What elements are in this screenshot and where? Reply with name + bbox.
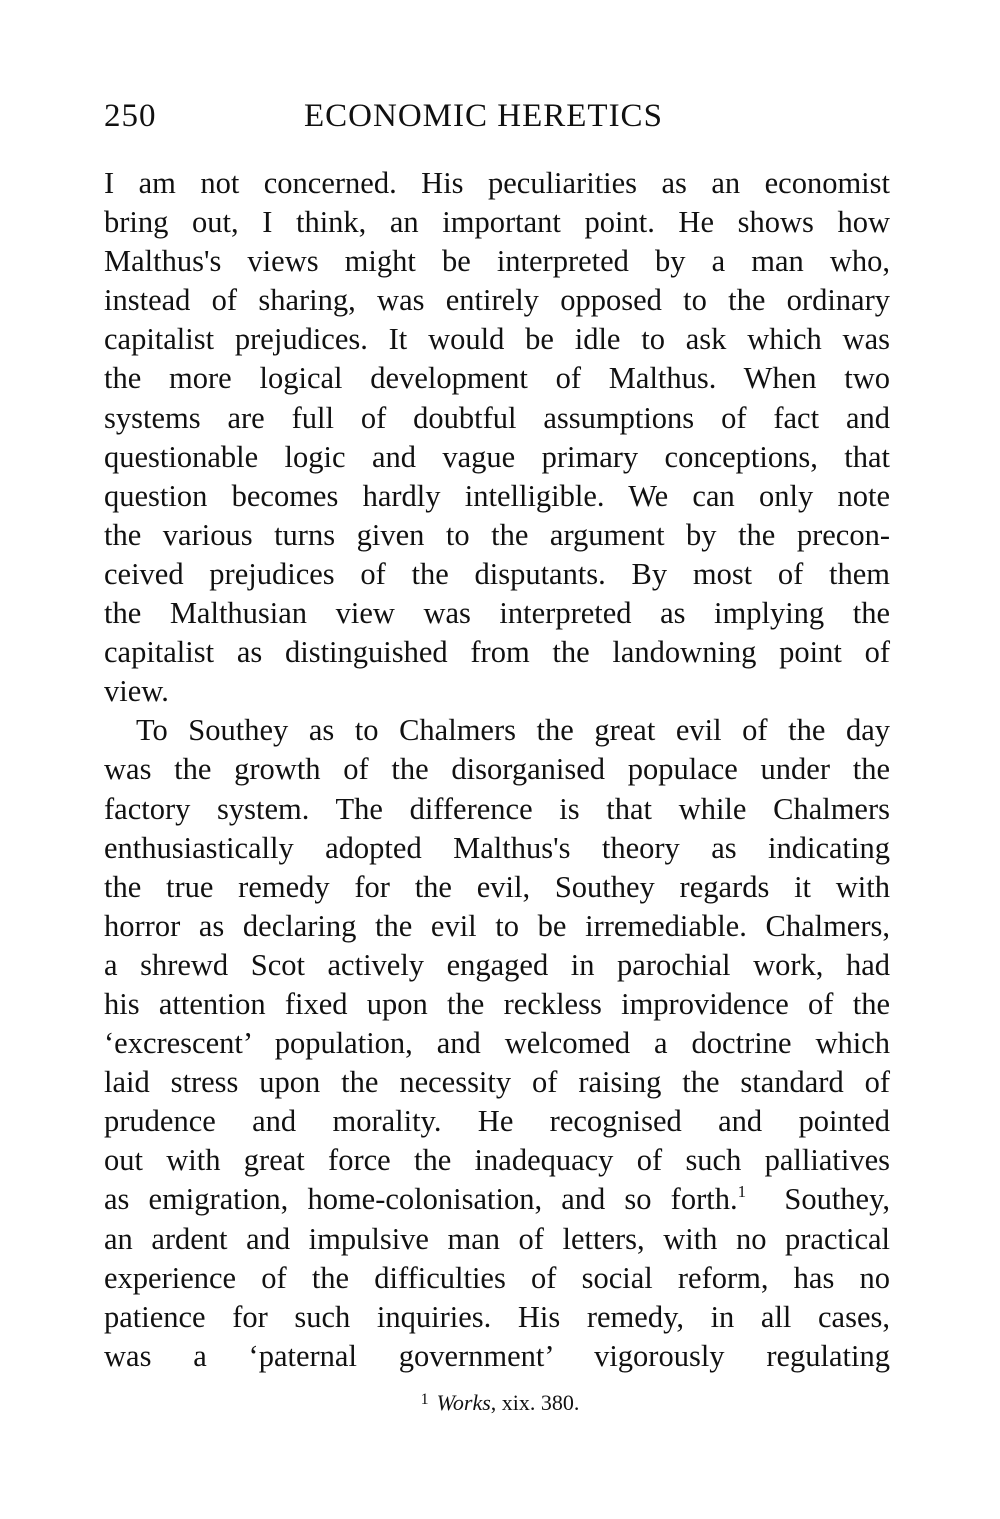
- text-line: instead of sharing, was entirely opposed to the ordinary: [104, 283, 890, 318]
- text-line: patience for such inquiries. His remedy, in all cases,: [104, 1299, 890, 1334]
- text-line: capitalist prejudices. It would be idle to ask which was: [104, 322, 890, 357]
- text-line: factory system. The difference is that while Chalmers: [104, 791, 890, 826]
- page-number: 250: [104, 98, 157, 134]
- text-line: a shrewd Scot actively engaged in parochial work, had: [104, 947, 890, 982]
- text-line: Malthus's views might be interpreted by a man who,: [104, 244, 890, 279]
- text-segment: as emigration, home-colonisation, and so forth.: [104, 1182, 738, 1217]
- text-line: To Southey as to Chalmers the great evil of the day: [136, 713, 890, 748]
- text-segment: Southey,: [746, 1182, 890, 1217]
- text-line: bring out, I think, an important point. He shows how: [104, 205, 890, 240]
- text-line: enthusiastically adopted Malthus's theory as indicating: [104, 830, 890, 865]
- text-line: horror as declaring the evil to be irremediable. Chalmers,: [104, 908, 890, 943]
- footnote-title: Works: [436, 1390, 491, 1415]
- text-line: I am not concerned. His peculiarities as an economist: [104, 166, 890, 200]
- text-line: view.: [104, 674, 169, 709]
- text-line: was a ‘paternal government’ vigorously regulating: [104, 1338, 890, 1373]
- text-line: an ardent and impulsive man of letters, with no practical: [104, 1221, 890, 1256]
- text-line: out with great force the inadequacy of such palliatives: [104, 1143, 890, 1178]
- page-header: [104, 98, 894, 148]
- text-line: experience of the difficulties of social reform, has no: [104, 1260, 890, 1295]
- footnote-reference[interactable]: 1: [737, 1182, 747, 1202]
- text-line: the more logical development of Malthus. When two: [104, 361, 890, 396]
- text-line: questionable logic and vague primary conceptions, that: [104, 439, 890, 474]
- text-line: ‘excrescent’ population, and welcomed a doctrine which: [104, 1026, 890, 1061]
- text-line: the true remedy for the evil, Southey regards it with: [104, 869, 890, 904]
- footnote: [0, 1390, 1000, 1416]
- running-head: ECONOMIC HERETICS: [304, 98, 663, 134]
- text-line: the various turns given to the argument by the precon-: [104, 517, 890, 552]
- text-line: his attention fixed upon the reckless improvidence of the: [104, 986, 890, 1021]
- text-line: capitalist as distinguished from the landowning point of: [104, 635, 890, 670]
- text-line: laid stress upon the necessity of raising the standard of: [104, 1065, 890, 1100]
- text-line: systems are full of doubtful assumptions of fact and: [104, 400, 890, 435]
- text-line: prudence and morality. He recognised and pointed: [104, 1104, 890, 1139]
- body-text: [104, 164, 890, 1376]
- footnote-mark: 1: [420, 1391, 429, 1408]
- text-line-with-footnote: [104, 1180, 890, 1219]
- text-line: question becomes hardly intelligible. We can only note: [104, 478, 890, 513]
- text-line: the Malthusian view was interpreted as implying the: [104, 596, 890, 631]
- text-line: was the growth of the disorganised populace under the: [104, 752, 890, 787]
- footnote-citation: , xix. 380.: [490, 1390, 580, 1415]
- text-line: ceived prejudices of the disputants. By most of them: [104, 556, 890, 591]
